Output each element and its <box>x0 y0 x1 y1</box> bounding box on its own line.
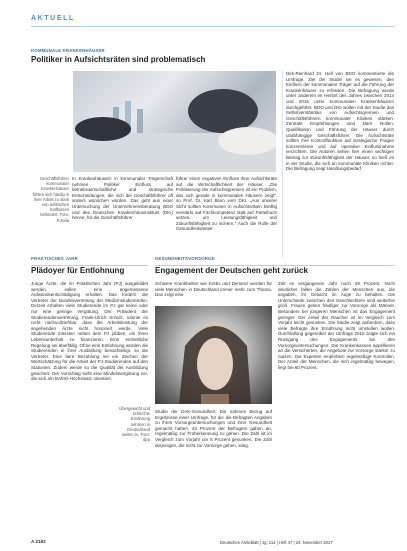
article2-body: Junge Ärzte, die im Praktischen Jahr (PJ) ausgebildet werden, sollen eine angemessene Aufwandsentschädigung erhalten. Das fordern die Vertreter der Bundesvertretung der Medizinstudierenden. Derzeit erhalten viele Studierende im PJ gar keine oder nur eine geringe Vergütung. Der Präsident der Studierendenvertretung, Frank-Ulrich Schulz, nannte es nicht nachvollziehbar, dass die Arbeitsleistung der angehenden Ärzte nicht honoriert werde. Viele Studierende müssten neben dem PJ jobben, um ihren Lebensunterhalt zu finanzieren. Eine einheitliche Regelung sei überfällig. Ohne eine Entlohnung würden die Studierenden in ihrer Ausbildung benachteiligt, so die Vertreter. Eine faire Bezahlung sei ein Zeichen der Wertschätzung für die Arbeit der PJ-Studierenden auf den Stationen. Zudem werde so die Qualität der Ausbildung gesichert. Der Vorschlag sieht eine Mindestvergütung vor, die sich am BAföG-Höchstsatz orientiert. <box>31 281 148 382</box>
article3-title: Engagement der Deutschen geht zurück <box>155 266 308 275</box>
article1-col3: Dirk-Reinhard Dr. Hell von BDO kommentierte die Umfrage. Ziel der Studie sei es gewesen, den Einfluss der kommunalen Träger auf die Führung der Krankenhäuser zu erfassen. Die Befragung wurde unter anderem im Herbst des Jahres zwischen 2014 und 2016 unter kommunalen Krankenhäusern durchgeführt. BDO und DKI wollen mit der Studie das Selbstverständnis von Aufsichtsgremien und Geschäftsführern kommunaler Kliniken stärken. Zentrale Empfehlungen sind klare Rollen, Qualifikation und Führung der Häuser durch unabhängige Geschäftsführer. Die Aufsichtsräte sollten ihre Kontrollfunktion auf strategische Fragen konzentrieren und auf operative Einflussnahme verzichten. Die Autoren sehen hier einen wichtigen Beitrag zur Zukunftsfähigkeit der Häuser, so hieß es in der Studie, die sich an kommunale Kliniken richtet. Die Befragung zeigt Handlungsbedarf. <box>286 71 394 172</box>
article1-caption: Geschäftsführer kommunaler Krankenhäuser fühlen sich häufig in ihrer Arbeit zu stark von politischen Einflüssen behindert. Foto: Fotolia <box>32 176 69 223</box>
article1-kicker: KOMMUNALE KRANKENHÄUSER <box>31 48 105 53</box>
section-label: AKTUELL <box>31 15 75 22</box>
article3-col2: Zeit im vergangenen Jahr noch 49 Prozent. Noch deutlicher fallen die Zahlen der Menschen aus, die angaben, ihr Gewicht im Auge zu behalten. Die Unterschiede zwischen den Geschlechtern sind weiterhin groß. Frauen gehen häufiger zur Vorsorge als Männer. Besonders bei jüngeren Menschen ist das Engagement geringer. Der Anteil der Raucher ist im Vergleich zum Vorjahr leicht gesunken. Die Studie zeigt außerdem, dass viele Befragte ihre Ernährung nicht umstellen wollen. Durchfallung gegenüber der Umfrage 2016 zeigte sich ein Rückgang des Engagements bei den Vorsorgeuntersuchungen. Die Krankenkassen appellieren an die Versicherten, die Angebote zur Vorsorge stärker zu nutzen. Die Experten empfehlen regelmäßige Kontrollen. Der Anteil der Menschen, die sich regelmäßig bewegen, liegt bei 60 Prozent. <box>278 281 395 370</box>
article1-column-divider <box>282 70 283 258</box>
article1-col2: führer einen negativen Einfluss ihrer Aufsichtsräte auf die Wirtschaftlichkeit der Häuser. „Die Politisierung der Aufsichtsgremien ist ein Problem, das sich gerade in kommunalen Häusern zeigt“, so Prof. Dr. Karl Blum vom DKI. „Aus unserer Sicht sollten Kommunen in Aufsichtsräten künftig verstärkt auf Fachkompetenz statt auf Parteibuch setzen, um Leistungsfähigkeit und Zukunftsfähigkeit zu sichern.“ Auch die Rolle der Gesundheitsämter <box>176 176 277 232</box>
page-number: A 2182 <box>31 539 46 544</box>
article3-caption: Übergewicht und schlechte Ernährung nehmen in Deutschland weiter zu. Foto: dpa <box>119 406 150 443</box>
article1-title: Politiker in Aufsichtsräten sind problematisch <box>31 55 206 64</box>
article3-col1b: Studie der DAK-Gesundheit. Die nahmen Bezug auf Ergebnisse einer Umfrage, für die die Befragten Angaben zu ihren Vorsorgeuntersuchungen und ihrer Gesundheit gemacht hatten. 43 Prozent der Befragten gaben an, regelmäßig zur Früherkennung zu gehen. Die Zahl ist im Vergleich zum Vorjahr um 6 Prozent gesunken. Die Zahl derjenigen, die nicht zur Vorsorge gehen, stieg. <box>155 409 272 448</box>
meeting-photo-illustration <box>73 71 276 172</box>
article3-kicker: GESUNDHEITSVORSORGE <box>155 256 215 261</box>
section-rule <box>31 26 395 27</box>
journal-reference: Deutsches Ärzteblatt | Jg. 114 | Heft 47 | 24. November 2017 <box>220 540 333 545</box>
article1-photo <box>73 71 276 172</box>
article1-col1: In Krankenhäusern in kommunaler Trägerschaft nehmen Politiker Einfluss auf betriebswirtschaftliche und strategische Entscheidungen, die sich die Geschäftsführer oft anders wünschen würden. Das geht aus einer Untersuchung der Unternehmensberatung BDO und des Deutschen Krankenhausinstituts (DKI) hervor, für die Geschäftsführer <box>72 176 173 221</box>
article2-title: Plädoyer für Entlohnung <box>31 266 125 275</box>
woman-portrait-illustration <box>155 306 272 404</box>
article2-kicker: PRAKTISCHES JAHR <box>31 256 78 261</box>
article3-photo <box>155 306 272 404</box>
article3-intro: Schwere Krankheiten wie Krebs und Demenz werden für viele Menschen in Deutschland immer mehr zum Thema. Das zeigt eine <box>155 281 272 298</box>
